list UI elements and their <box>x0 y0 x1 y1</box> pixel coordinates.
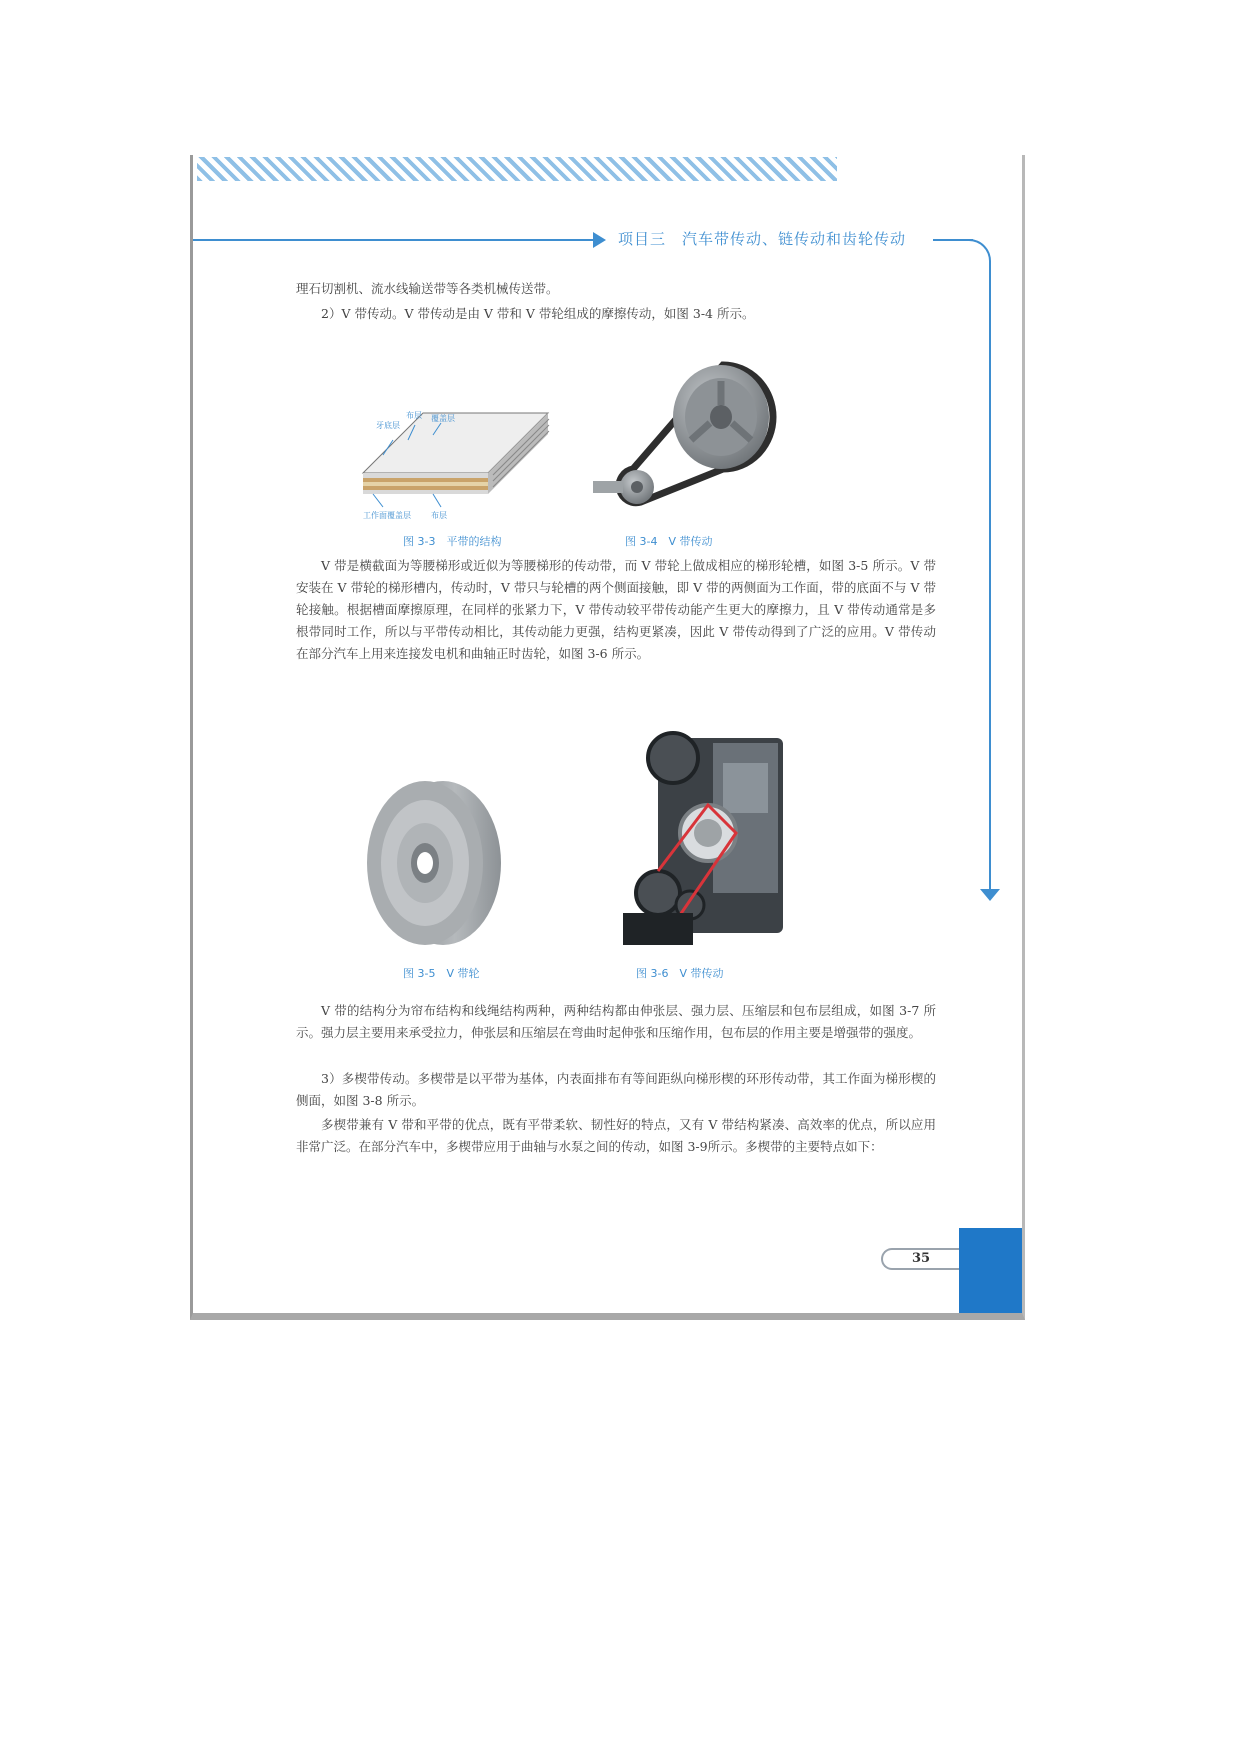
label-work-cover-layer: 工作面覆盖层 <box>363 511 411 520</box>
v-pulley-figure <box>353 773 513 953</box>
margin-line <box>989 269 991 889</box>
figure-3-3-caption: 图 3-3 平带的结构 <box>403 535 502 548</box>
label-cloth-layer-bottom: 布层 <box>431 511 447 520</box>
v-belt-drive-figure <box>593 345 793 525</box>
book-page <box>190 155 1025 1320</box>
page-number: 35 <box>881 1248 959 1270</box>
paragraph-1: 理石切割机、流水线输送带等各类机械传送带。 <box>296 281 559 296</box>
paragraph-6: 多楔带兼有 V 带和平带的优点，既有平带柔软、韧性好的特点，又有 V 带结构紧凑、高效率的优点，所以应用非常广泛。在部分汽车中，多楔带应用于曲轴与水泵之间的传动，如图 3-9所示。多楔带的主要特点如下： <box>296 1117 936 1154</box>
figure-3-5-caption: 图 3-5 V 带轮 <box>403 967 480 980</box>
chapter-header: 项目三 汽车带传动、链传动和齿轮传动 <box>618 230 907 248</box>
paragraph-2: 2）V 带传动。V 带传动是由 V 带和 V 带轮组成的摩擦传动，如图 3-4 所示。 <box>321 306 755 321</box>
label-cloth-layer-top: 布层 <box>406 411 422 420</box>
header-hatch-band <box>197 157 837 181</box>
header-rule <box>193 239 593 241</box>
margin-curve <box>963 239 991 271</box>
figure-3-4-caption: 图 3-4 V 带传动 <box>625 535 713 548</box>
paragraph-4: V 带的结构分为帘布结构和线绳结构两种，两种结构都由伸张层、强力层、压缩层和包布层组成，如图 3-7 所示。强力层主要用来承受拉力，伸张层和压缩层在弯曲时起伸张和压缩作用，包布层的作用主要是增强带的强度。 <box>296 1003 936 1040</box>
paragraph-5: 3）多楔带传动。多楔带是以平带为基体，内表面排布有等间距纵向梯形楔的环形传动带，其工作面为梯形楔的侧面，如图 3-8 所示。 <box>296 1071 936 1108</box>
header-arrow-icon <box>593 232 606 248</box>
paragraph-3: V 带是横截面为等腰梯形或近似为等腰梯形的传动带，而 V 带轮上做成相应的梯形轮槽，如图 3-5 所示。V 带安装在 V 带轮的梯形槽内，传动时，V 带只与轮槽的两个侧面接触，即 V 带的两侧面为工作面，带的底面不与 V 带轮接触。根据槽面摩擦原理，在同样的张紧力下，V 带传动较平带传动能产生更大的摩擦力，且 V 带传动通常是多根带同时工作，所以与平带传动相比，其传动能力更强，结构更紧凑，因此 V 带传动得到了广泛的应用。V 带传动在部分汽车上用来连接发电机和曲轴正时齿轮，如图 3-6 所示。 <box>296 558 936 661</box>
label-tooth-layer: 牙底层 <box>376 421 400 430</box>
label-cover-layer: 覆盖层 <box>431 414 455 423</box>
page-tab <box>959 1228 1022 1313</box>
engine-v-belt-figure <box>618 723 788 948</box>
figure-3-6-caption: 图 3-6 V 带传动 <box>636 967 724 980</box>
margin-arrow-down-icon <box>980 889 1000 901</box>
